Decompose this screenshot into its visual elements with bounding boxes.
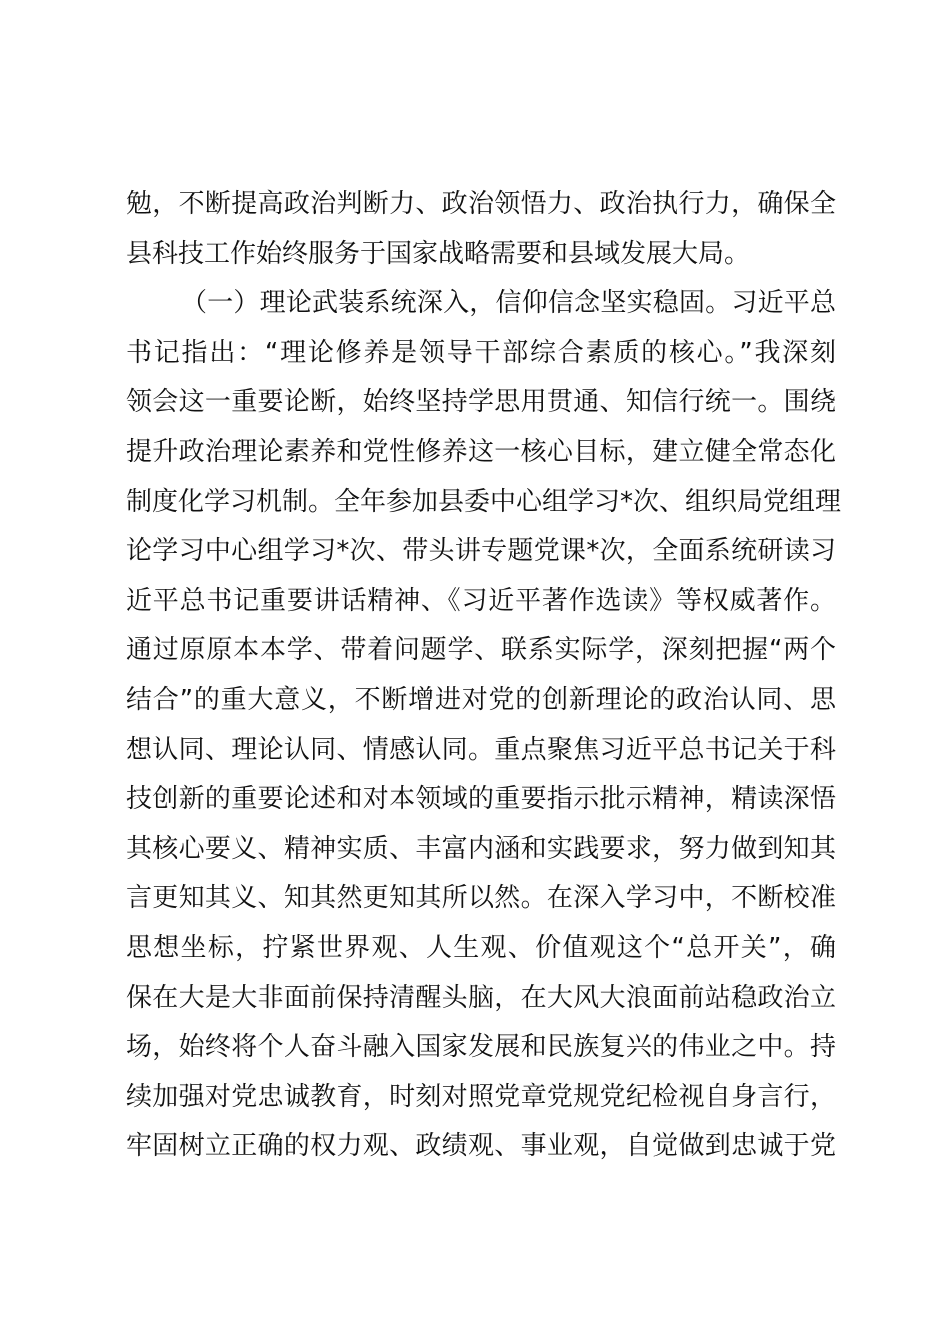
text-line: 论学习中心组学习*次、带头讲专题党课*次，全面系统研读习 xyxy=(126,536,836,567)
section-heading-line: （一）理论武装系统深入，信仰信念坚实稳固。习近平总 xyxy=(181,288,836,319)
text-line: 续加强对党忠诚教育，时刻对照党章党规党纪检视自身言行， xyxy=(126,1081,836,1112)
text-line: 思想坐标，拧紧世界观、人生观、价值观这个“总开关”，确 xyxy=(126,932,836,963)
text-line: 其核心要义、精神实质、丰富内涵和实践要求，努力做到知其 xyxy=(126,833,836,864)
text-line: 通过原原本本学、带着问题学、联系实际学，深刻把握“两个 xyxy=(126,635,836,666)
text-line: 提升政治理论素养和党性修养这一核心目标，建立健全常态化 xyxy=(126,436,836,467)
text-line: 保在大是大非面前保持清醒头脑，在大风大浪面前站稳政治立 xyxy=(126,982,836,1013)
text-line: 县科技工作始终服务于国家战略需要和县域发展大局。 xyxy=(126,238,751,269)
text-line: 言更知其义、知其然更知其所以然。在深入学习中，不断校准 xyxy=(126,883,836,914)
text-line: 场，始终将个人奋斗融入国家发展和民族复兴的伟业之中。持 xyxy=(126,1032,836,1063)
text-line: 领会这一重要论断，始终坚持学思用贯通、知信行统一。围绕 xyxy=(126,387,836,418)
text-line: 书记指出：“理论修养是领导干部综合素质的核心。”我深刻 xyxy=(126,337,836,368)
body-text xyxy=(126,180,842,1172)
text-line: 制度化学习机制。全年参加县委中心组学习*次、组织局党组理 xyxy=(126,486,842,517)
text-line: 牢固树立正确的权力观、政绩观、事业观，自觉做到忠诚于党 xyxy=(126,1131,836,1162)
text-line: 技创新的重要论述和对本领域的重要指示批示精神，精读深悟 xyxy=(126,784,836,815)
text-line: 近平总书记重要讲话精神、《习近平著作选读》等权威著作。 xyxy=(126,585,836,616)
text-line: 想认同、理论认同、情感认同。重点聚焦习近平总书记关于科 xyxy=(126,734,836,765)
text-line: 勉，不断提高政治判断力、政治领悟力、政治执行力，确保全 xyxy=(126,189,836,219)
text-line: 结合”的重大意义，不断增进对党的创新理论的政治认同、思 xyxy=(126,684,836,715)
